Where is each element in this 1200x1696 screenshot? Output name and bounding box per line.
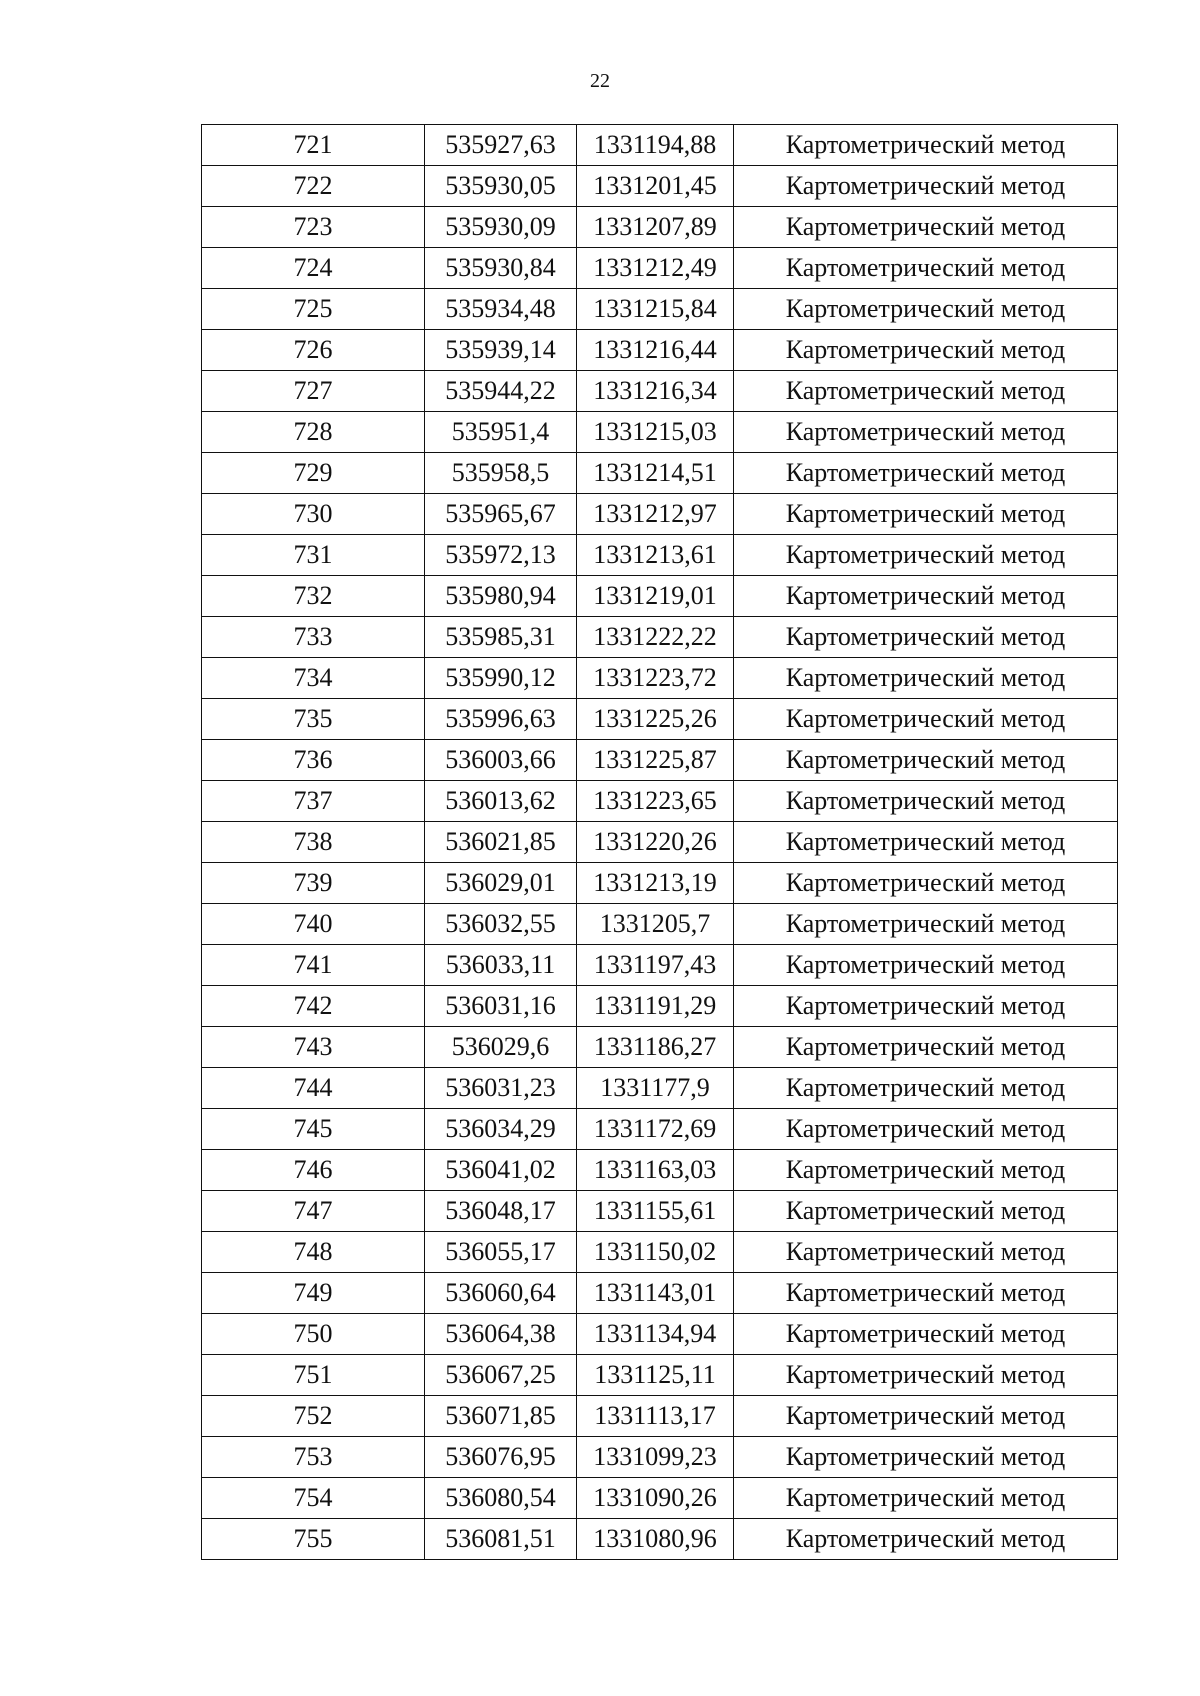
table-row <box>202 1314 1118 1355</box>
x-coordinate-cell: 535930,09 <box>425 207 577 248</box>
point-number-cell: 755 <box>202 1519 425 1560</box>
method-cell: Картометрический метод <box>734 1478 1118 1519</box>
y-coordinate-cell: 1331213,61 <box>577 535 734 576</box>
table-row <box>202 494 1118 535</box>
point-number-cell: 731 <box>202 535 425 576</box>
x-coordinate-cell: 536032,55 <box>425 904 577 945</box>
page-number: 22 <box>590 70 610 92</box>
x-coordinate-cell: 536033,11 <box>425 945 577 986</box>
point-number-cell: 726 <box>202 330 425 371</box>
method-cell: Картометрический метод <box>734 576 1118 617</box>
point-number-cell: 734 <box>202 658 425 699</box>
table-row <box>202 658 1118 699</box>
point-number-cell: 742 <box>202 986 425 1027</box>
method-cell: Картометрический метод <box>734 494 1118 535</box>
y-coordinate-cell: 1331177,9 <box>577 1068 734 1109</box>
y-coordinate-cell: 1331219,01 <box>577 576 734 617</box>
y-coordinate-cell: 1331220,26 <box>577 822 734 863</box>
table-row <box>202 1150 1118 1191</box>
y-coordinate-cell: 1331212,97 <box>577 494 734 535</box>
y-coordinate-cell: 1331099,23 <box>577 1437 734 1478</box>
method-cell: Картометрический метод <box>734 699 1118 740</box>
y-coordinate-cell: 1331212,49 <box>577 248 734 289</box>
y-coordinate-cell: 1331223,65 <box>577 781 734 822</box>
table-row <box>202 330 1118 371</box>
point-number-cell: 749 <box>202 1273 425 1314</box>
method-cell: Картометрический метод <box>734 1191 1118 1232</box>
y-coordinate-cell: 1331215,84 <box>577 289 734 330</box>
point-number-cell: 733 <box>202 617 425 658</box>
y-coordinate-cell: 1331113,17 <box>577 1396 734 1437</box>
x-coordinate-cell: 536060,64 <box>425 1273 577 1314</box>
point-number-cell: 745 <box>202 1109 425 1150</box>
point-number-cell: 735 <box>202 699 425 740</box>
x-coordinate-cell: 535996,63 <box>425 699 577 740</box>
y-coordinate-cell: 1331155,61 <box>577 1191 734 1232</box>
method-cell: Картометрический метод <box>734 863 1118 904</box>
point-number-cell: 727 <box>202 371 425 412</box>
table-row <box>202 1232 1118 1273</box>
x-coordinate-cell: 536048,17 <box>425 1191 577 1232</box>
table-row <box>202 1355 1118 1396</box>
x-coordinate-cell: 535951,4 <box>425 412 577 453</box>
x-coordinate-cell: 536064,38 <box>425 1314 577 1355</box>
method-cell: Картометрический метод <box>734 1355 1118 1396</box>
point-number-cell: 740 <box>202 904 425 945</box>
method-cell: Картометрический метод <box>734 248 1118 289</box>
method-cell: Картометрический метод <box>734 371 1118 412</box>
point-number-cell: 741 <box>202 945 425 986</box>
method-cell: Картометрический метод <box>734 781 1118 822</box>
x-coordinate-cell: 536041,02 <box>425 1150 577 1191</box>
method-cell: Картометрический метод <box>734 1068 1118 1109</box>
table-row <box>202 617 1118 658</box>
point-number-cell: 743 <box>202 1027 425 1068</box>
x-coordinate-cell: 536080,54 <box>425 1478 577 1519</box>
table-row <box>202 699 1118 740</box>
point-number-cell: 728 <box>202 412 425 453</box>
point-number-cell: 724 <box>202 248 425 289</box>
point-number-cell: 732 <box>202 576 425 617</box>
method-cell: Картометрический метод <box>734 1273 1118 1314</box>
x-coordinate-cell: 535944,22 <box>425 371 577 412</box>
method-cell: Картометрический метод <box>734 1437 1118 1478</box>
point-number-cell: 750 <box>202 1314 425 1355</box>
y-coordinate-cell: 1331205,7 <box>577 904 734 945</box>
table-row <box>202 125 1118 166</box>
y-coordinate-cell: 1331186,27 <box>577 1027 734 1068</box>
method-cell: Картометрический метод <box>734 453 1118 494</box>
y-coordinate-cell: 1331163,03 <box>577 1150 734 1191</box>
table-row <box>202 986 1118 1027</box>
table-row <box>202 781 1118 822</box>
y-coordinate-cell: 1331197,43 <box>577 945 734 986</box>
y-coordinate-cell: 1331194,88 <box>577 125 734 166</box>
method-cell: Картометрический метод <box>734 658 1118 699</box>
y-coordinate-cell: 1331191,29 <box>577 986 734 1027</box>
method-cell: Картометрический метод <box>734 1150 1118 1191</box>
method-cell: Картометрический метод <box>734 166 1118 207</box>
x-coordinate-cell: 535958,5 <box>425 453 577 494</box>
table-row <box>202 535 1118 576</box>
x-coordinate-cell: 536081,51 <box>425 1519 577 1560</box>
y-coordinate-cell: 1331134,94 <box>577 1314 734 1355</box>
table-row <box>202 1191 1118 1232</box>
table-row <box>202 1478 1118 1519</box>
x-coordinate-cell: 536034,29 <box>425 1109 577 1150</box>
table-row <box>202 412 1118 453</box>
point-number-cell: 729 <box>202 453 425 494</box>
x-coordinate-cell: 536003,66 <box>425 740 577 781</box>
x-coordinate-cell: 536029,6 <box>425 1027 577 1068</box>
point-number-cell: 753 <box>202 1437 425 1478</box>
y-coordinate-cell: 1331214,51 <box>577 453 734 494</box>
x-coordinate-cell: 536067,25 <box>425 1355 577 1396</box>
point-number-cell: 751 <box>202 1355 425 1396</box>
x-coordinate-cell: 535930,84 <box>425 248 577 289</box>
point-number-cell: 736 <box>202 740 425 781</box>
table-row <box>202 863 1118 904</box>
point-number-cell: 739 <box>202 863 425 904</box>
method-cell: Картометрический метод <box>734 1396 1118 1437</box>
x-coordinate-cell: 536031,16 <box>425 986 577 1027</box>
point-number-cell: 730 <box>202 494 425 535</box>
y-coordinate-cell: 1331213,19 <box>577 863 734 904</box>
method-cell: Картометрический метод <box>734 125 1118 166</box>
point-number-cell: 747 <box>202 1191 425 1232</box>
point-number-cell: 754 <box>202 1478 425 1519</box>
method-cell: Картометрический метод <box>734 289 1118 330</box>
x-coordinate-cell: 535965,67 <box>425 494 577 535</box>
x-coordinate-cell: 535990,12 <box>425 658 577 699</box>
x-coordinate-cell: 535972,13 <box>425 535 577 576</box>
y-coordinate-cell: 1331225,87 <box>577 740 734 781</box>
table-row <box>202 1273 1118 1314</box>
table-row <box>202 453 1118 494</box>
point-number-cell: 744 <box>202 1068 425 1109</box>
x-coordinate-cell: 535930,05 <box>425 166 577 207</box>
x-coordinate-cell: 535934,48 <box>425 289 577 330</box>
method-cell: Картометрический метод <box>734 1232 1118 1273</box>
x-coordinate-cell: 536071,85 <box>425 1396 577 1437</box>
point-number-cell: 722 <box>202 166 425 207</box>
x-coordinate-cell: 536076,95 <box>425 1437 577 1478</box>
table-row <box>202 1396 1118 1437</box>
x-coordinate-cell: 535980,94 <box>425 576 577 617</box>
table-row <box>202 1068 1118 1109</box>
method-cell: Картометрический метод <box>734 822 1118 863</box>
y-coordinate-cell: 1331143,01 <box>577 1273 734 1314</box>
method-cell: Картометрический метод <box>734 207 1118 248</box>
y-coordinate-cell: 1331201,45 <box>577 166 734 207</box>
point-number-cell: 737 <box>202 781 425 822</box>
y-coordinate-cell: 1331223,72 <box>577 658 734 699</box>
x-coordinate-cell: 536029,01 <box>425 863 577 904</box>
table-row <box>202 1109 1118 1150</box>
point-number-cell: 721 <box>202 125 425 166</box>
point-number-cell: 738 <box>202 822 425 863</box>
method-cell: Картометрический метод <box>734 617 1118 658</box>
point-number-cell: 723 <box>202 207 425 248</box>
x-coordinate-cell: 535939,14 <box>425 330 577 371</box>
y-coordinate-cell: 1331172,69 <box>577 1109 734 1150</box>
x-coordinate-cell: 536031,23 <box>425 1068 577 1109</box>
x-coordinate-cell: 536021,85 <box>425 822 577 863</box>
method-cell: Картометрический метод <box>734 1519 1118 1560</box>
method-cell: Картометрический метод <box>734 1027 1118 1068</box>
x-coordinate-cell: 536055,17 <box>425 1232 577 1273</box>
table-row <box>202 371 1118 412</box>
table-row <box>202 207 1118 248</box>
table-row <box>202 904 1118 945</box>
y-coordinate-cell: 1331125,11 <box>577 1355 734 1396</box>
method-cell: Картометрический метод <box>734 535 1118 576</box>
method-cell: Картометрический метод <box>734 330 1118 371</box>
table-row <box>202 945 1118 986</box>
x-coordinate-cell: 536013,62 <box>425 781 577 822</box>
x-coordinate-cell: 535927,63 <box>425 125 577 166</box>
method-cell: Картометрический метод <box>734 945 1118 986</box>
y-coordinate-cell: 1331215,03 <box>577 412 734 453</box>
coordinates-table-body <box>202 125 1118 1560</box>
table-row <box>202 289 1118 330</box>
y-coordinate-cell: 1331225,26 <box>577 699 734 740</box>
point-number-cell: 752 <box>202 1396 425 1437</box>
y-coordinate-cell: 1331080,96 <box>577 1519 734 1560</box>
table-row <box>202 740 1118 781</box>
table-row <box>202 1027 1118 1068</box>
method-cell: Картометрический метод <box>734 986 1118 1027</box>
table-row <box>202 248 1118 289</box>
x-coordinate-cell: 535985,31 <box>425 617 577 658</box>
y-coordinate-cell: 1331216,44 <box>577 330 734 371</box>
method-cell: Картометрический метод <box>734 412 1118 453</box>
method-cell: Картометрический метод <box>734 904 1118 945</box>
coordinates-table <box>201 124 1118 1560</box>
point-number-cell: 746 <box>202 1150 425 1191</box>
table-row <box>202 166 1118 207</box>
point-number-cell: 725 <box>202 289 425 330</box>
y-coordinate-cell: 1331150,02 <box>577 1232 734 1273</box>
y-coordinate-cell: 1331216,34 <box>577 371 734 412</box>
table-row <box>202 1519 1118 1560</box>
table-row <box>202 576 1118 617</box>
y-coordinate-cell: 1331222,22 <box>577 617 734 658</box>
method-cell: Картометрический метод <box>734 1314 1118 1355</box>
table-row <box>202 1437 1118 1478</box>
point-number-cell: 748 <box>202 1232 425 1273</box>
method-cell: Картометрический метод <box>734 1109 1118 1150</box>
method-cell: Картометрический метод <box>734 740 1118 781</box>
table-row <box>202 822 1118 863</box>
y-coordinate-cell: 1331090,26 <box>577 1478 734 1519</box>
y-coordinate-cell: 1331207,89 <box>577 207 734 248</box>
